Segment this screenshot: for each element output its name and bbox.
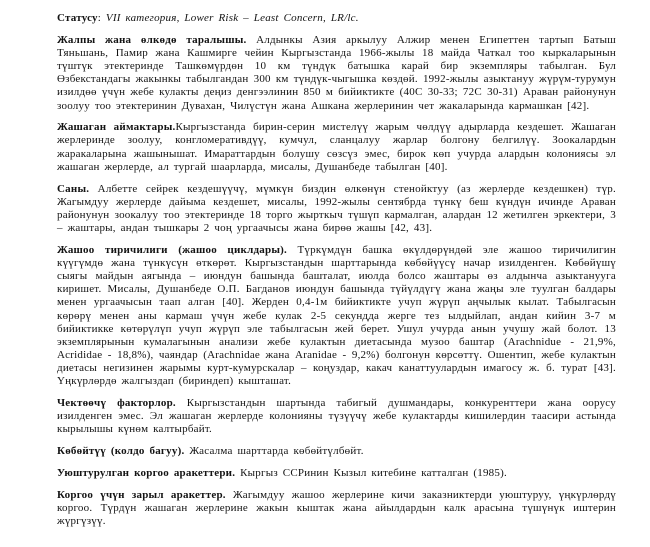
para-heading: Жашаган аймактары.	[57, 121, 176, 134]
para-body: Кыргызстандын шартында табигый душмандары, конкуренттери жана оорусу изилденген эмес. Эл жашаган жерлерде колонияны түзүүчү жебе кулактарды кишилердин таасири астында кырылышы күнөм калтырбайт.	[57, 397, 616, 436]
para-body: Кыргызстанда бирин-серин мистелүү жарым чөлдүү адырларда кездешет. Жашаган жерлеринде зоолуу, конгломеративдүү, кумчул, сланцалуу жарлар болгону белгилүү. Зоокалардын жаракаларына жашынышат. Имараттардын болушу сөзсүз эмес, бирок көп учурда алардын колониясы эл жашаган жерлерде, ал тургай шаарларда, мисалы, Душанбеде табылган [40].	[57, 121, 617, 173]
status-value: VII категория, Lower Risk – Least Concern, LR/lc.	[105, 12, 359, 24]
para-heading: Көбөйтүү (колдо багуу).	[57, 445, 190, 458]
para-body: Түркүмдүн башка өкүлдөрүндөй эле жашоо тиричилигин күүгүмдө жана түнкүсүн өткөрөт. Кыргызстандын шарттарында көбөйүүсү начар изилденген. Көбөйүшү сыягы майдын аягында – июндун башында башталат, июлда болсо жаштары өз алдынча азыктанууга киришет. Мисалы, Душанбеде О.П. Багданов июндун башында түйүлдүгү жана жаңы эле туулган балдары менен ургаачысын таап алган [40]. Жерден 0,4-1м бийиктикте учуп жүрүп аңчылык кылат. Табылгасын көрөрү менен аны кармаш үчүн жебе кулак 2-5 секундда жерге тез ылдыйлап, андан кийин 3-7 м бийиктикке көтөрүлүп учуп жүрүп эле табылгасын жей берет. Ушул учурда анын учушу жай болот. 13 экземплярынын кумалагынын анализи жебе кулактын диетасында музоо баштар (Arachnidue - 21,9%, Acrididae - 18,8%), чаяндар (Arachnidae жана Aranidae - 9,2%) болгонун көрсөттү. Ошентип, жебе кулактын диетасы негизинен жарымы курт-кумурскалар – коңуздар, какач канаттуулардын имагосу ж. б. турат [43]. Үңкүрлөрдө жалгыздап (бириндеп) кышташат.	[57, 243, 616, 388]
para-heading: Жашоо тиричилиги (жашоо циклдары).	[57, 243, 298, 256]
para-body: Жасалма шарттарда көбөйтүлбөйт.	[189, 445, 364, 458]
para-general-distribution	[57, 34, 616, 113]
para-heading: Саны.	[57, 182, 98, 195]
para-habitat	[57, 121, 616, 174]
para-needed-protection	[57, 489, 616, 528]
para-heading: Коргоо үчүн зарыл аракеттер.	[57, 488, 233, 501]
status-colon: :	[97, 12, 106, 24]
para-heading: Жалпы жана өлкөдө таралышы.	[57, 33, 257, 46]
para-heading: Чектөөчү факторлор.	[57, 397, 187, 410]
para-body: Алдынкы Азия аркылуу Алжир менен Египеттен тартып Батыш Тяньшань, Памир жана Кашмирге чейин Кыргызстанда 1966-жылы 18 майда Чаткал тоо кыркаларынын түштүк этектеринде Ташкөмүрдөн 10 км түндүк батышка карай бир экземпляры табылган. Бул Өзбекстандагы жакынкы табылгандан 300 км түндүк-чыгышка көздөй. 1992-жылы азыктануу жүрүм-турумун изилдөө үчүн жебе кулакты деңиз денгээлинин 850 м бийиктикте (40С 30-33; 72С 30-31) Араван районунун зоолуу тоо этектеринин Дувахан, Чилүстүн жана Ашкана жерлеринин чет жакаларында кармашкан [42].	[57, 33, 616, 112]
para-captive-breeding	[57, 445, 616, 458]
status-line	[57, 12, 616, 25]
status-label: Статусу	[57, 12, 98, 24]
para-body: Кыргыз ССРинин Кызыл китебине катталган (1985).	[240, 466, 507, 479]
para-population	[57, 183, 616, 236]
para-existing-protection	[57, 467, 616, 480]
para-body: Албетте сейрек кездешүүчү, мүмкүн биздин өлкөнүн стенойктуу (аз жерлерде кездешкен) түр. Жагымдуу жерлерде дайыма кездешет, мисалы, 1992-жылы сентябрда түнкү беш күндүн ичинде Араван районунун зоокалуу тоо этектеринде 18 торго жырткыч түшүп кармалган, алардан 12 жетилген эркектери, 3 – жаштары, андан тышкары 2 чоң ургаачысы жана бирөө жашы [42, 43].	[57, 182, 616, 234]
para-limiting-factors	[57, 397, 616, 436]
para-body: Жагымдуу жашоо жерлерине кичи заказниктерди уюштуруу, үңкүрлөрдү коргоо. Түрдүн жашаган жерлерине жакын кыштак жана айылдардын калк арасына түшүнүк иштерин жүргүзүү.	[57, 488, 616, 527]
para-heading: Уюштурулган коргоо аракеттери.	[57, 466, 241, 479]
para-life-cycle	[57, 244, 616, 389]
